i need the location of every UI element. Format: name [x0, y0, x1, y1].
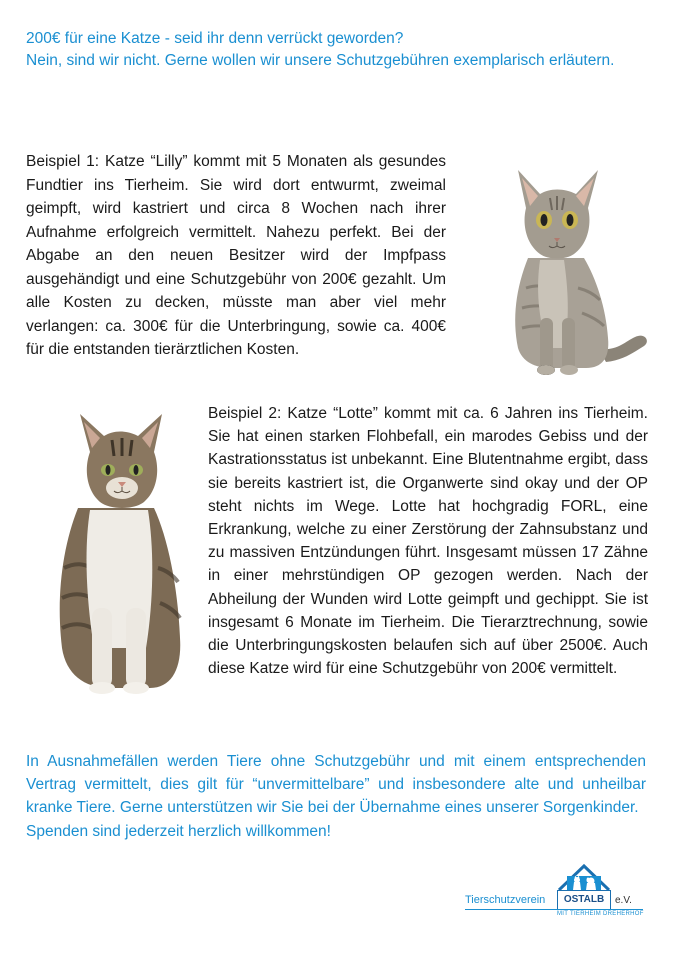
- example-1-text: Beispiel 1: Katze “Lilly” kommt mit 5 Monaten als gesundes Fundtier ins Tierheim. Sie wird dort entwurmt, zweimal geimpft, wird kastriert und circa 8 Wochen nach ihrer Aufnahme erfolgreich vermittelt. Nahezu perfekt. Bei der Abgabe an den neuen Besitzer wird der Impfpass ausgehändigt und eine Schutzgebühr von 200€ gezahlt. Um alle Kosten zu decken, müsste man aber viel mehr verlangen: ca. 300€ für die Unterbringung, sowie ca. 400€ für die entstanden tierärztlichen Kosten.: [26, 153, 446, 358]
- house-roof-icon: [557, 862, 611, 892]
- tierschutzverein-logo: [465, 862, 645, 922]
- logo-box: OSTALB: [557, 890, 611, 910]
- logo-suffix: e.V.: [615, 895, 632, 906]
- logo-subtitle: MIT TIERHEIM DREHERHOF: [557, 911, 644, 917]
- intro-heading: [26, 28, 636, 72]
- outro-section: [26, 750, 646, 843]
- outro-closing: Spenden sind jederzeit herzlich willkommen!: [26, 822, 331, 840]
- logo-name: Tierschutzverein: [465, 894, 546, 906]
- cat-lilly-image: [478, 148, 658, 384]
- logo-divider: [465, 909, 643, 910]
- intro-line-1: 200€ für eine Katze - seid ihr denn verrückt geworden?: [26, 30, 404, 47]
- cat-lotte-image: [50, 398, 190, 696]
- intro-line-2: Nein, sind wir nicht. Gerne wollen wir unsere Schutzgebühren exemplarisch erläutern.: [26, 52, 615, 69]
- outro-paragraph: In Ausnahmefällen werden Tiere ohne Schutzgebühr und mit einem entsprechenden Vertrag vermittelt, dies gilt für “unvermittelbare” und insbesondere alte und unheilbar kranke Tiere. Gerne unterstützen wir Sie bei der Übernahme eines unserer Sorgenkinder.: [26, 753, 646, 817]
- example-2-text: Beispiel 2: Katze “Lotte” kommt mit ca. 6 Jahren ins Tierheim. Sie hat einen starken Flohbefall, ein marodes Gebiss und der Kastrationsstatus ist unbekannt. Eine Blutentnahme ergibt, dass sie bereits kastriert ist, die Organwerte sind okay und der OP steht nichts im Wege. Lotte hat hochgradig FORL, eine Erkrankung, welche zu einer Zerstörung der Zahnsubstanz und zu massiven Entzündungen führt. Insgesamt müssen 17 Zähne in einer mehrstündigen OP gezogen werden. Nach der Abheilung der Wunden wird Lotte geimpft und gechippt. Sie ist insgesamt 6 Monate im Tierheim. Die Tierarztrechnung, sowie die Unterbringungskosten belaufen sich auf über 2500€. Auch diese Katze wird für eine Schutzgebühr von 200€ vermittelt.: [208, 405, 648, 678]
